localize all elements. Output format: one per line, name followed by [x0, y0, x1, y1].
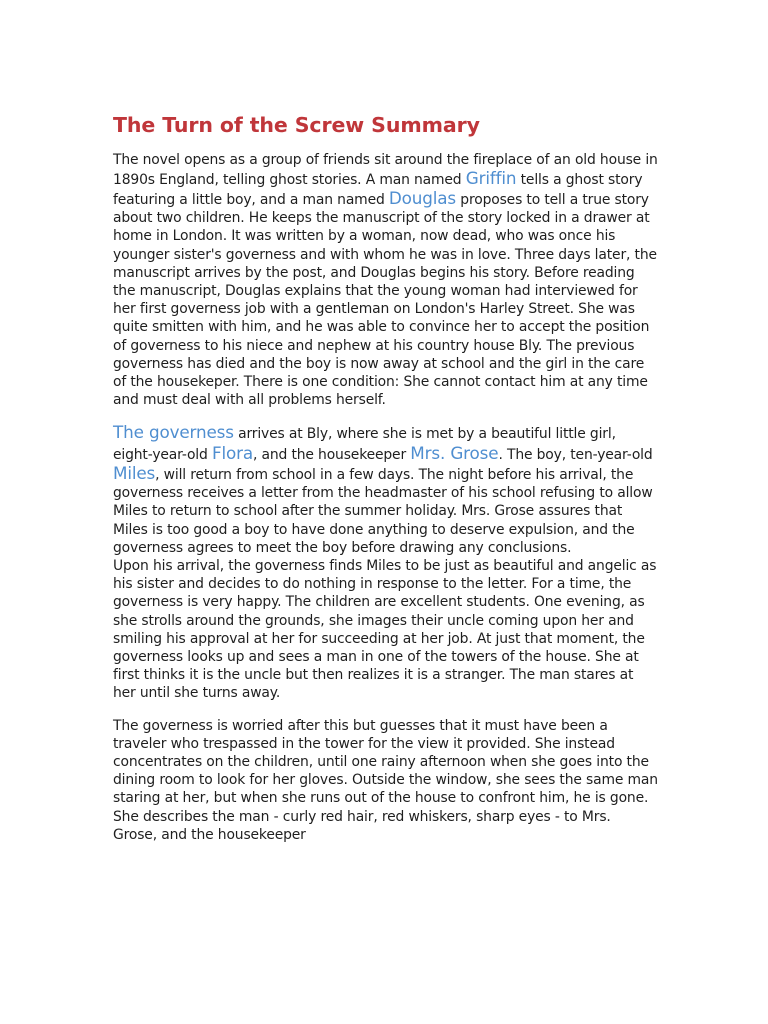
paragraph-text: tells a ghost story featuring a little boy, and a man named [113, 171, 643, 209]
paragraph-text: , will return from school in a few days. The night before his arrival, the governess receives a letter from the headmaster of his school refusing to allow Miles to return to school after the summer holiday. Mrs. Grose assures that Miles is too good a boy to have done anything to deserve expulsion, and the governess agrees to meet the boy before drawing any conclusions. [113, 466, 653, 556]
link-douglas[interactable]: Douglas [388, 188, 457, 209]
paragraph-text: . The boy, ten-year-old [498, 446, 653, 463]
paragraph-intro [113, 151, 658, 410]
paragraph-stranger: The governess is worried after this but guesses that it must have been a traveler who trespassed in the tower for the view it provided. She instead concentrates on the children, until one rainy afternoon when she goes into the dining room to look for her gloves. Outside the window, she sees the same man staring at her, but when she runs out of the house to confront him, he is gone. She describes the man - curly red hair, red whiskers, sharp eyes - to Mrs. Grose, and the housekeeper [113, 717, 658, 843]
link-flora[interactable]: Flora [211, 442, 253, 463]
document-page [113, 112, 658, 844]
paragraph-text: The novel opens as a group of friends sit around the fireplace of an old house in 1890s England, telling ghost stories. A man named [113, 151, 658, 188]
link-miles[interactable]: Miles [113, 462, 156, 483]
paragraph-arrival [113, 423, 658, 556]
link-the-governess[interactable]: The governess [113, 422, 234, 443]
paragraph-miles-arrival: Upon his arrival, the governess finds Miles to be just as beautiful and angelic as his sister and decides to do nothing in response to the letter. For a time, the governess is very happy. The children are excellent students. One evening, as she strolls around the grounds, she images their uncle coming upon her and smiling his approval at her for succeeding at her job. At just that moment, the governess looks up and sees a man in one of the towers of the house. She at first thinks it is the uncle but then realizes it is a stranger. The man stares at her until she turns away. [113, 557, 657, 702]
link-griffin[interactable]: Griffin [465, 167, 517, 188]
paragraph-text: arrives at Bly, where she is met by a beautiful little girl, eight-year-old [113, 426, 616, 463]
link-mrs-grose[interactable]: Mrs. Grose [410, 442, 499, 463]
paragraph-text: proposes to tell a true story about two children. He keeps the manuscript of the story locked in a drawer at home in London. It was written by a woman, now dead, who was once his younger sister's governess and with whom he was in love. Three days later, the manuscript arrives by the post, and Douglas begins his story. Before reading the manuscript, Douglas explains that the young woman had interviewed for her first governess job with a gentleman on London's Harley Street. She was quite smitten with him, and he was able to convince her to accept the position of governess to his niece and nephew at his country house Bly. The previous governess has died and the boy is now away at school and the girl in the care of the housekeper. There is one condition: She cannot contact him at any time and must deal with all problems herself. [113, 192, 657, 409]
paragraph-text: , and the housekeeper [252, 446, 411, 463]
document-title: The Turn of the Screw Summary [113, 113, 480, 137]
